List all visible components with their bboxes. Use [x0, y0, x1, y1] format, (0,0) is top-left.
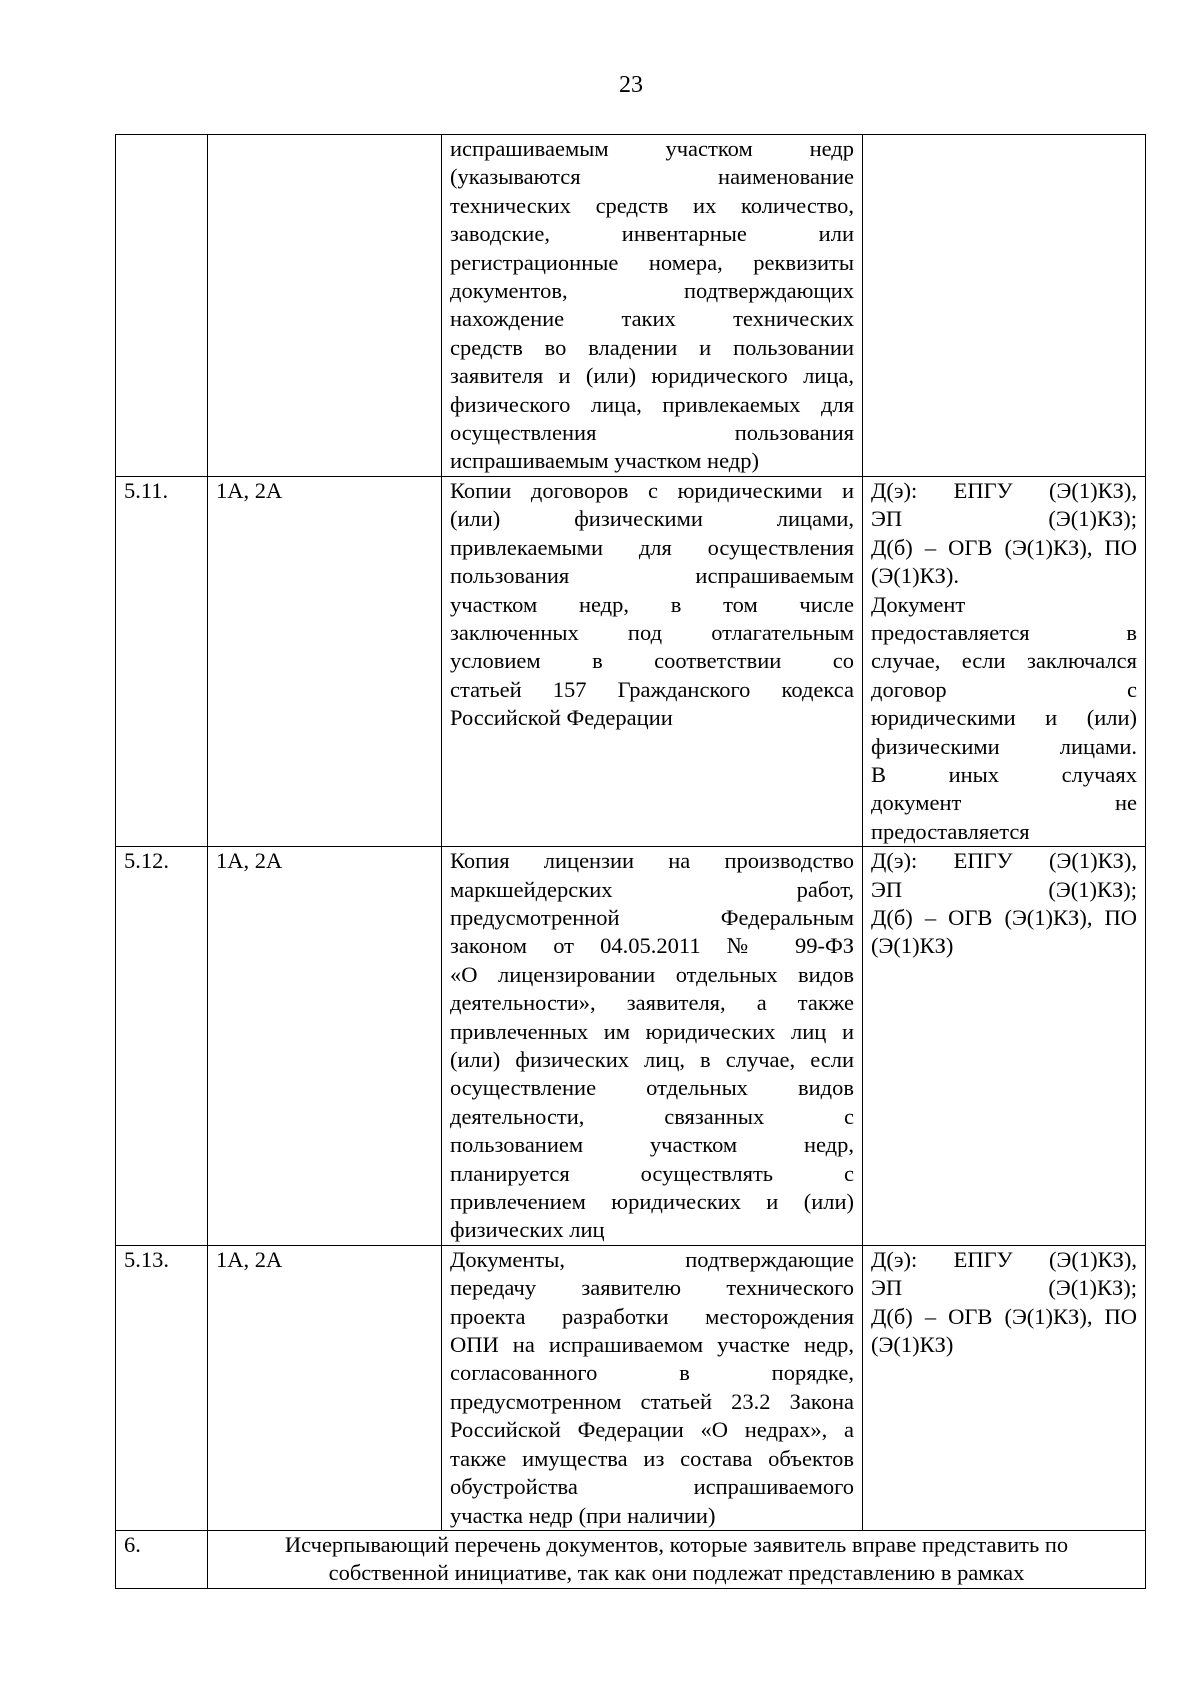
text-line: привлечением юридических и (или) — [450, 1189, 854, 1215]
submission-method — [863, 847, 1146, 1246]
text-line: Документы, подтверждающие — [450, 1246, 854, 1272]
text-line: ЭП (Э(1)КЗ); — [871, 1275, 1137, 1301]
text-line: Д(э): ЕПГУ (Э(1)КЗ), — [871, 1246, 1137, 1272]
text-line: Документ — [871, 591, 966, 617]
submission-method — [863, 1245, 1146, 1530]
applicant-category: 1А, 2А — [208, 476, 442, 846]
text-line: случае, если заключался — [871, 648, 1137, 674]
text-line: передачу заявителю технического — [450, 1275, 854, 1301]
text-line: (Э(1)КЗ) — [871, 1332, 954, 1358]
table-row — [116, 476, 1146, 846]
text-line: В иных случаях — [871, 761, 1137, 787]
text-line: нахождение таких технических — [450, 306, 854, 332]
text-line: собственной инициативе, так как они подлежат представлению в рамках — [328, 1560, 1025, 1586]
text-line: Российской Федерации «О недрах», а — [450, 1417, 854, 1443]
text-line: предусмотренном статьей 23.2 Закона — [450, 1388, 854, 1414]
text-line: предусмотренной Федеральным — [450, 904, 854, 930]
text-line: регистрационные номера, реквизиты — [450, 249, 854, 275]
applicant-category: 1А, 2А — [208, 847, 442, 1246]
document-description — [442, 1245, 863, 1530]
text-line: осуществления пользования — [450, 420, 854, 446]
applicant-category — [208, 135, 442, 477]
text-line: маркшейдерских работ, — [450, 876, 854, 902]
text-line: пользованием участком недр, — [450, 1132, 854, 1158]
text-line: (или) физическими лицами, — [450, 506, 854, 532]
document-description — [442, 847, 863, 1246]
text-line: заводские, инвентарные или — [450, 221, 854, 247]
text-line: физического лица, привлекаемых для — [450, 391, 854, 417]
text-line: Д(э): ЕПГУ (Э(1)КЗ), — [871, 848, 1137, 874]
text-line: осуществление отдельных видов — [450, 1075, 854, 1101]
row-number: 5.12. — [116, 847, 208, 1246]
text-line: технических средств их количество, — [450, 192, 854, 218]
section-number: 6. — [116, 1530, 208, 1588]
text-line: участком недр, в том числе — [450, 591, 854, 617]
text-line: Д(б) – ОГВ (Э(1)КЗ), ПО — [871, 534, 1137, 560]
text-line: деятельности», заявителя, а также — [450, 990, 854, 1016]
document-description — [442, 135, 863, 477]
text-line: (или) физических лиц, в случае, если — [450, 1047, 854, 1072]
row-number: 5.13. — [116, 1245, 208, 1530]
text-line: статьей 157 Гражданского кодекса — [450, 676, 854, 702]
submission-method — [863, 135, 1146, 477]
text-line: условием в соответствии со — [450, 648, 854, 674]
text-line: Д(б) – ОГВ (Э(1)КЗ), ПО — [871, 1303, 1137, 1329]
text-line: (Э(1)КЗ). — [871, 563, 959, 589]
text-line: (Э(1)КЗ) — [871, 933, 954, 959]
text-line: Исчерпывающий перечень документов, которые заявитель вправе представить по — [284, 1531, 1069, 1557]
applicant-category: 1А, 2А — [208, 1245, 442, 1530]
text-line: ЭП (Э(1)КЗ); — [871, 506, 1137, 532]
row-number: 5.11. — [116, 476, 208, 846]
text-line: привлекаемыми для осуществления — [450, 534, 854, 560]
table-row — [116, 847, 1146, 1246]
text-line: привлеченных им юридических лиц и — [450, 1018, 854, 1044]
text-line: проекта разработки месторождения — [450, 1303, 854, 1329]
text-line: договор с — [871, 676, 1137, 702]
text-line: планируется осуществлять с — [450, 1160, 854, 1186]
submission-method — [863, 476, 1146, 846]
text-line: испрашиваемым участком недр — [450, 136, 854, 161]
text-line: заявителя и (или) юридического лица, — [450, 363, 854, 389]
text-line: также имущества из состава объектов — [450, 1445, 854, 1471]
text-line: ОПИ на испрашиваемом участке недр, — [450, 1332, 854, 1358]
text-line: физическими лицами. — [871, 733, 1137, 759]
text-line: (указываются наименование — [450, 164, 854, 190]
text-line: Копия лицензии на производство — [450, 848, 854, 874]
text-line: испрашиваемым участком недр) — [450, 448, 759, 474]
text-line: предоставляется в — [871, 619, 1137, 645]
table-row — [116, 1245, 1146, 1530]
documents-table — [115, 134, 1146, 1589]
text-line: документов, подтверждающих — [450, 278, 854, 304]
text-line: законом от 04.05.2011 № 99-ФЗ — [450, 933, 854, 959]
text-line: Российской Федерации — [450, 705, 673, 731]
text-line: участка недр (при наличии) — [450, 1502, 716, 1528]
table-row — [116, 135, 1146, 477]
row-number — [116, 135, 208, 477]
section-heading — [208, 1530, 1146, 1588]
text-line: обустройства испрашиваемого — [450, 1474, 854, 1500]
text-line: ЭП (Э(1)КЗ); — [871, 876, 1137, 902]
text-line: документ не — [871, 790, 1137, 816]
text-line: пользования испрашиваемым — [450, 563, 854, 589]
text-line: средств во владении и пользовании — [450, 334, 854, 360]
text-line: «О лицензировании отдельных видов — [450, 961, 854, 987]
document-description — [442, 476, 863, 846]
text-line: Д(э): ЕПГУ (Э(1)КЗ), — [871, 477, 1137, 503]
text-line: юридическими и (или) — [871, 705, 1137, 731]
page-number: 23 — [619, 72, 643, 98]
text-line: Копии договоров с юридическими и — [450, 477, 854, 503]
text-line: заключенных под отлагательным — [450, 619, 854, 645]
text-line: согласованного в порядке, — [450, 1360, 854, 1386]
text-line: предоставляется — [871, 818, 1030, 844]
text-line: физических лиц — [450, 1217, 605, 1243]
text-line: Д(б) – ОГВ (Э(1)КЗ), ПО — [871, 904, 1137, 930]
section-row — [116, 1530, 1146, 1588]
text-line: деятельности, связанных с — [450, 1103, 854, 1129]
